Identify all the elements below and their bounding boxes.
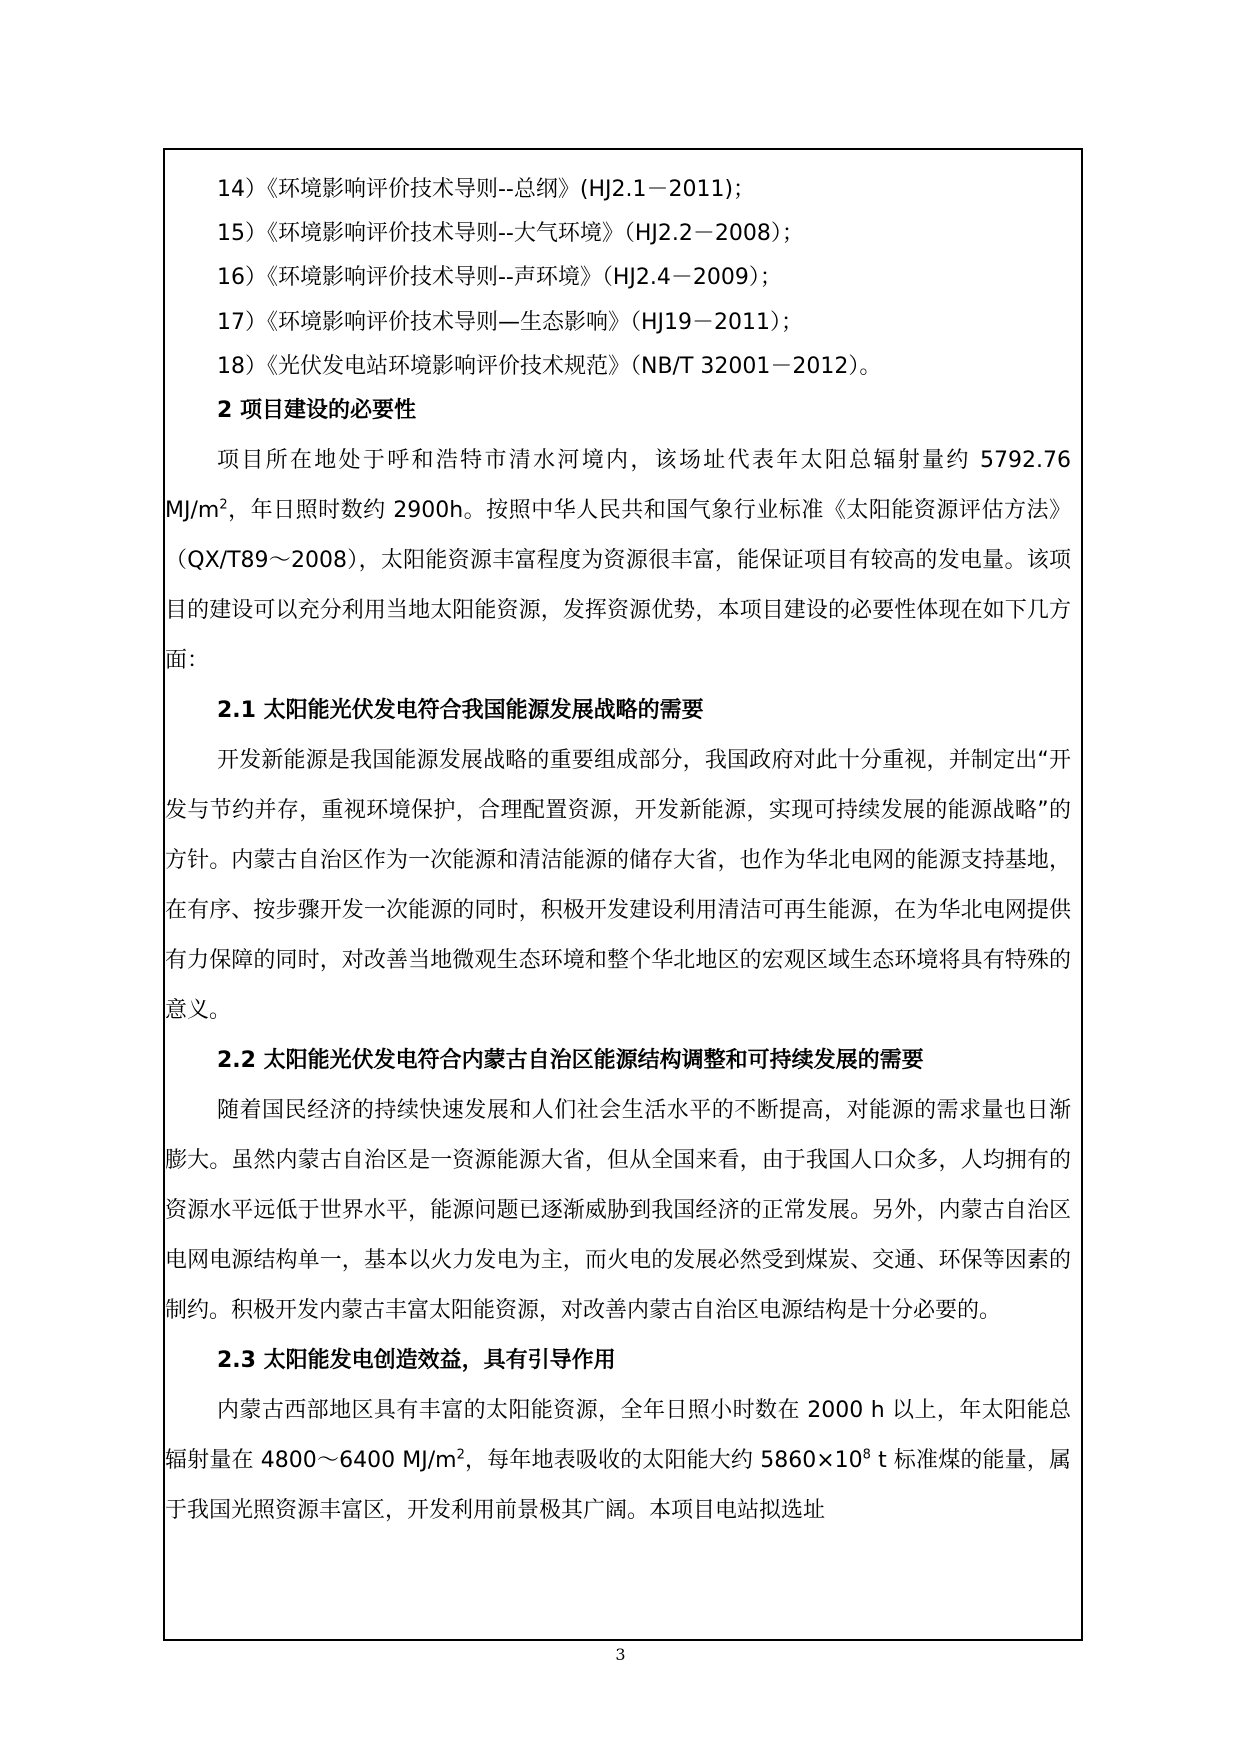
paragraph: 随着国民经济的持续快速发展和人们社会生活水平的不断提高，对能源的需求量也日渐膨大。虽然内蒙古自治区是一资源能源大省，但从全国来看，由于我国人口众多，人均拥有的资源水平远低于世界水平，能源问题已逐渐威胁到我国经济的正常发展。另外，内蒙古自治区电网电源结构单一，基本以火力发电为主，而火电的发展必然受到煤炭、交通、环保等因素的制约。积极开发内蒙古丰富太阳能资源，对改善内蒙古自治区电源结构是十分必要的。 — [165, 1098, 1071, 1323]
section-2 — [165, 386, 1071, 1536]
paragraph: 内蒙古西部地区具有丰富的太阳能资源，全年日照小时数在 2000 h 以上，年太阳能总辐射量在 4800～6400 $MJ/m^2$，每年地表吸收的太阳能大约 $5860\times 10^8$ t 标准煤的能量，属于我国光照资源丰富区，开发利用前景极其广阔。本项目电站拟选址 — [165, 1398, 1071, 1523]
reference-item: 14）《环境影响评价技术导则--总纲》(HJ2.1－2011)； — [217, 177, 756, 202]
reference-item: 18）《光伏发电站环境影响评价技术规范》（NB/T 32001－2012）。 — [217, 354, 882, 379]
reference-item: 15）《环境影响评价技术导则--大气环境》（HJ2.2－2008）； — [217, 221, 804, 246]
section-heading: 2.3 太阳能发电创造效益，具有引导作用 — [217, 1348, 616, 1373]
page-number: 3 — [615, 1645, 626, 1664]
section-heading: 2.2 太阳能光伏发电符合内蒙古自治区能源结构调整和可持续发展的需要 — [217, 1048, 924, 1073]
paragraph: 项目所在地处于呼和浩特市清水河境内，该场址代表年太阳总辐射量约 5792.76 $MJ/m^2$，年日照时数约 2900h。按照中华人民共和国气象行业标准《太阳能资源评估方法》（QX/T89～2008），太阳能资源丰富程度为资源很丰富，能保证项目有较高的发电量。该项目的建设可以充分利用当地太阳能资源，发挥资源优势，本项目建设的必要性体现在如下几方面： — [165, 448, 1071, 673]
content-frame — [163, 148, 1083, 1641]
reference-item: 17）《环境影响评价技术导则—生态影响》（HJ19－2011）； — [217, 310, 804, 335]
reference-item: 16）《环境影响评价技术导则--声环境》（HJ2.4－2009）； — [217, 265, 782, 290]
section-heading: 2 项目建设的必要性 — [217, 398, 416, 423]
section-heading: 2.1 太阳能光伏发电符合我国能源发展战略的需要 — [217, 698, 704, 723]
paragraph: 开发新能源是我国能源发展战略的重要组成部分，我国政府对此十分重视，并制定出“开发与节约并存，重视环境保护，合理配置资源，开发新能源，实现可持续发展的能源战略”的方针。内蒙古自治区作为一次能源和清洁能源的储存大省，也作为华北电网的能源支持基地，在有序、按步骤开发一次能源的同时，积极开发建设利用清洁可再生能源，在为华北电网提供有力保障的同时，对改善当地微观生态环境和整个华北地区的宏观区域生态环境将具有特殊的意义。 — [165, 748, 1071, 1023]
